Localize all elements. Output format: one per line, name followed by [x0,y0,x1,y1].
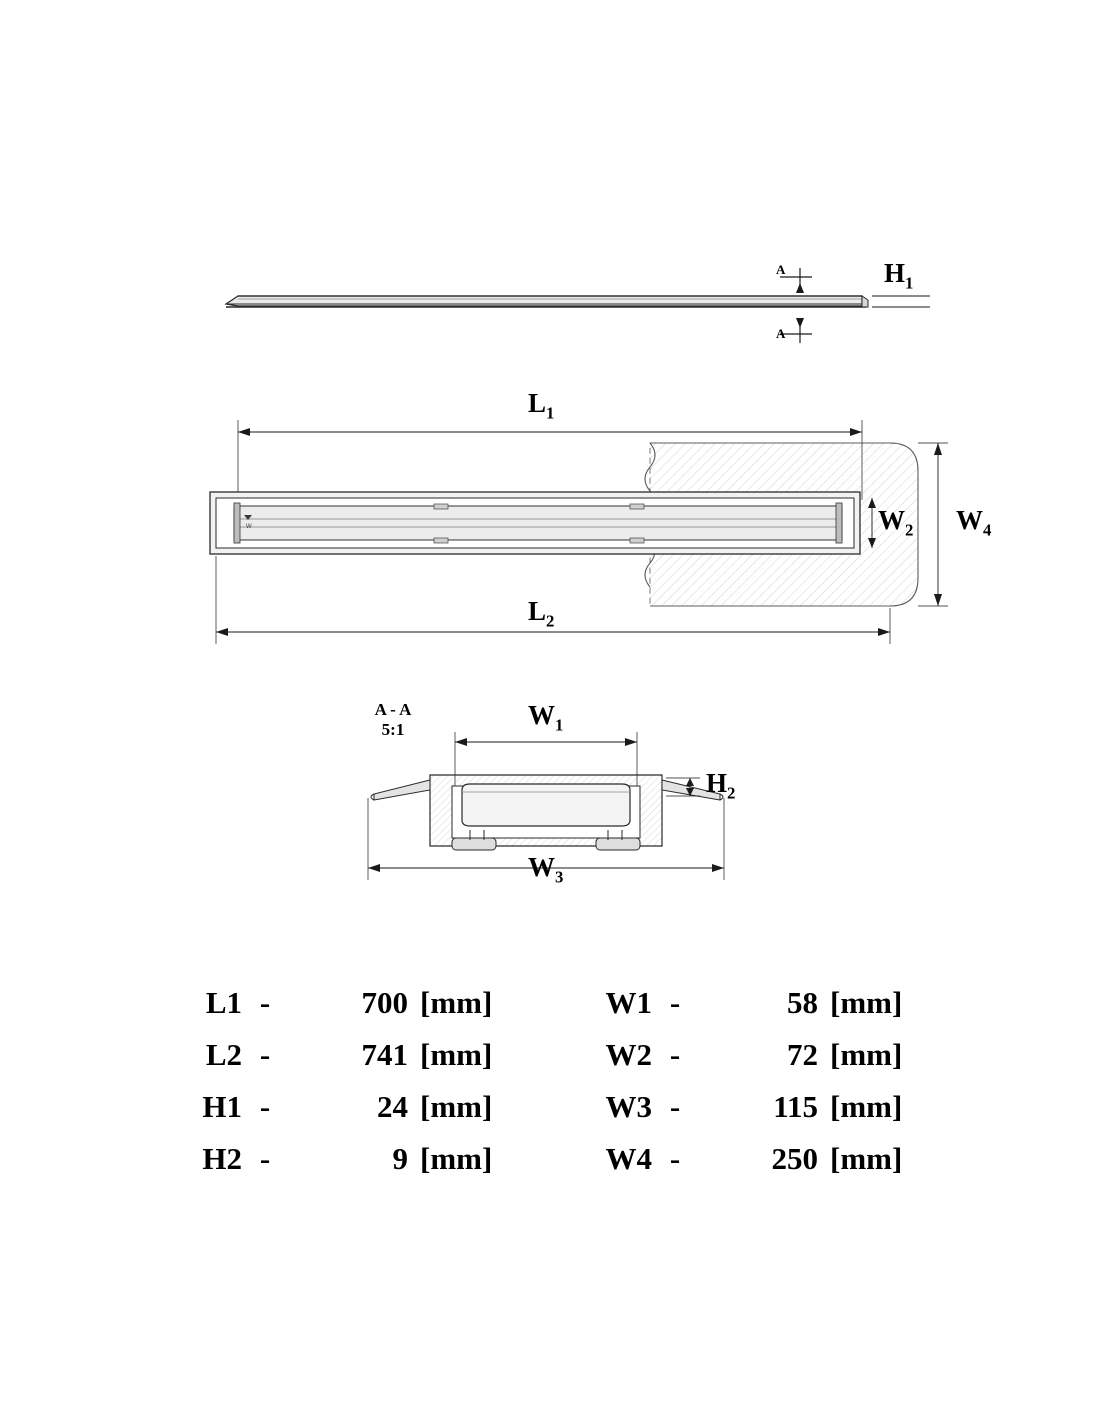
dimension-entry-w3 [560,1089,970,1125]
section-marker-bottom: A [776,326,786,341]
section-marker-top: A [776,262,786,277]
dash: - [259,1141,271,1176]
unit: [mm] [830,985,903,1020]
value: 72 [787,1037,818,1072]
label-h2: $H_2$ [706,768,736,803]
label-w4: $W_4$ [956,505,992,540]
value: 58 [787,985,818,1020]
unit: [mm] [420,985,493,1020]
symbol: L1 [205,985,242,1020]
side-elevation-view [226,268,930,343]
dimension-entry-l1 [150,985,560,1021]
unit: [mm] [830,1141,903,1176]
symbol: W2 [605,1037,652,1072]
section-scale-text: 5:1 [381,719,405,739]
symbol: H1 [202,1089,242,1124]
symbol: H2 [202,1141,242,1176]
value: 9 [392,1141,408,1176]
value: 250 [771,1141,818,1176]
dash: - [259,1037,271,1072]
unit: [mm] [830,1037,903,1072]
symbol: W4 [605,1141,652,1176]
table-row [150,1141,970,1193]
value: 115 [773,1089,818,1124]
table-row [150,985,970,1037]
unit: [mm] [420,1037,493,1072]
dimensions-table [150,985,970,1193]
plan-view [210,420,948,644]
section-title-text: A - A [374,700,412,719]
dimension-entry-w4 [560,1141,970,1177]
dimension-entry-w2 [560,1037,970,1073]
label-w2: $W_2$ [878,505,914,540]
label-w3: $W_3$ [528,852,564,887]
label-w1: $W_1$ [528,700,564,735]
unit: [mm] [420,1089,493,1124]
dash: - [259,1089,271,1124]
label-l1: $L_1$ [528,388,555,423]
section-title [358,700,428,739]
table-row [150,1089,970,1141]
dimension-entry-h2 [150,1141,560,1177]
dash: - [669,1037,681,1072]
svg-text:W: W [246,524,252,530]
symbol: W1 [605,985,652,1020]
label-l2: $L_2$ [528,596,555,631]
label-h1: $H_1$ [884,258,914,293]
value: 741 [361,1037,408,1072]
symbol: L2 [205,1037,242,1072]
dash: - [259,985,271,1020]
table-row [150,1037,970,1089]
dash: - [669,985,681,1020]
dash: - [669,1141,681,1176]
dash: - [669,1089,681,1124]
unit: [mm] [830,1089,903,1124]
unit: [mm] [420,1141,493,1176]
value: 700 [361,985,408,1020]
dimension-entry-l2 [150,1037,560,1073]
dimension-entry-h1 [150,1089,560,1125]
dimension-entry-w1 [560,985,970,1021]
symbol: W3 [605,1089,652,1124]
value: 24 [377,1089,408,1124]
